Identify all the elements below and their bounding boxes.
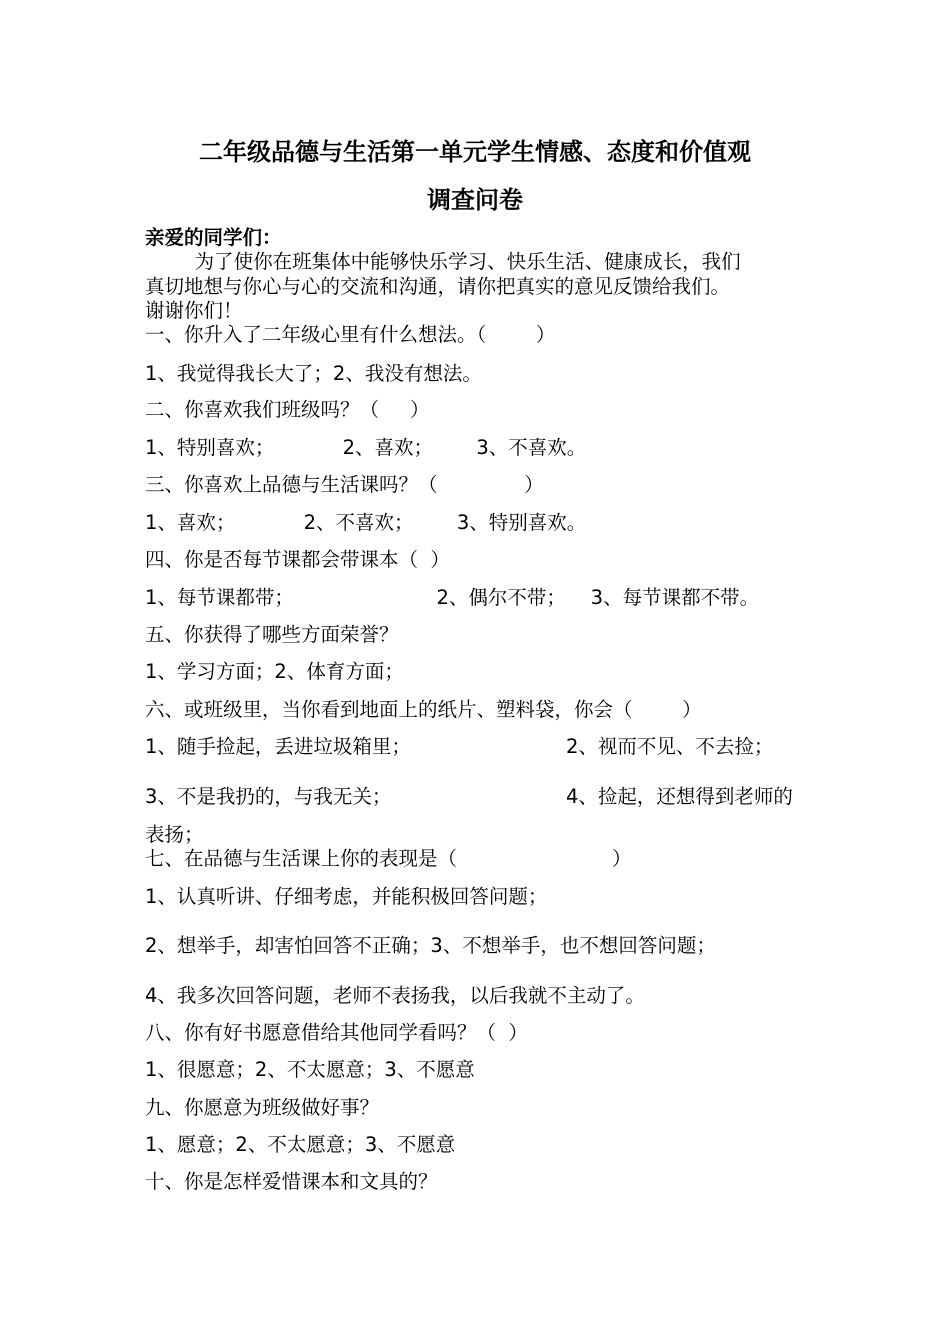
question-9-options: 1、愿意；2、不太愿意；3、不愿意 bbox=[145, 1133, 456, 1156]
question-3: 三、你喜欢上品德与生活课吗？（ ） bbox=[145, 473, 544, 496]
question-6-option-4: 4、捡起，还想得到老师的 bbox=[566, 785, 793, 808]
question-4-options: 1、每节课都带； 2、偶尔不带； 3、每节课都不带。 bbox=[145, 586, 760, 609]
intro-line-3: 谢谢你们！ bbox=[145, 299, 243, 322]
question-6-option-3: 3、不是我扔的，与我无关； bbox=[145, 785, 392, 808]
question-3-options: 1、喜欢； 2、不喜欢； 3、特别喜欢。 bbox=[145, 511, 587, 534]
salutation: 亲爱的同学们： bbox=[145, 226, 282, 249]
question-8: 八、你有好书愿意借给其他同学看吗？（ ） bbox=[145, 1021, 528, 1044]
title-line-2: 调查问卷 bbox=[427, 186, 523, 214]
question-7-option-2: 2、想举手，却害怕回答不正确；3、不想举手，也不想回答问题； bbox=[145, 934, 716, 957]
question-5-options: 1、学习方面；2、体育方面； bbox=[145, 660, 404, 683]
question-2: 二、你喜欢我们班级吗？（ ） bbox=[145, 398, 430, 421]
question-2-options: 1、特别喜欢； 2、喜欢； 3、不喜欢。 bbox=[145, 436, 587, 459]
intro-line-1: 为了使你在班集体中能够快乐学习、快乐生活、健康成长，我们 bbox=[145, 250, 741, 273]
question-1-options: 1、我觉得我长大了；2、我没有想法。 bbox=[145, 362, 482, 385]
question-10: 十、你是怎样爱惜课本和文具的？ bbox=[145, 1170, 438, 1193]
question-6: 六、或班级里，当你看到地面上的纸片、塑料袋，你会（ ） bbox=[145, 698, 702, 721]
question-7-option-3: 4、我多次回答问题，老师不表扬我，以后我就不主动了。 bbox=[145, 984, 645, 1007]
question-6-option-1: 1、随手捡起，丢进垃圾箱里； bbox=[145, 735, 411, 758]
question-4: 四、你是否每节课都会带课本（ ） bbox=[145, 548, 450, 571]
question-6-option-4-cont: 表扬； bbox=[145, 823, 204, 846]
intro-line-2: 真切地想与你心与心的交流和沟通，请你把真实的意见反馈给我们。 bbox=[145, 275, 731, 298]
question-7-option-1: 1、认真听讲、仔细考虑，并能积极回答问题； bbox=[145, 885, 548, 908]
title-line-1: 二年级品德与生活第一单元学生情感、态度和价值观 bbox=[199, 138, 751, 166]
question-6-option-2: 2、视而不见、不去捡； bbox=[566, 735, 774, 758]
question-7: 七、在品德与生活课上你的表现是（ ） bbox=[145, 847, 632, 870]
question-9: 九、你愿意为班级做好事？ bbox=[145, 1096, 380, 1119]
question-8-options: 1、很愿意；2、不太愿意；3、不愿意 bbox=[145, 1058, 475, 1081]
question-5: 五、你获得了哪些方面荣誉？ bbox=[145, 623, 399, 646]
question-1: 一、你升入了二年级心里有什么想法。（ ） bbox=[145, 323, 556, 346]
